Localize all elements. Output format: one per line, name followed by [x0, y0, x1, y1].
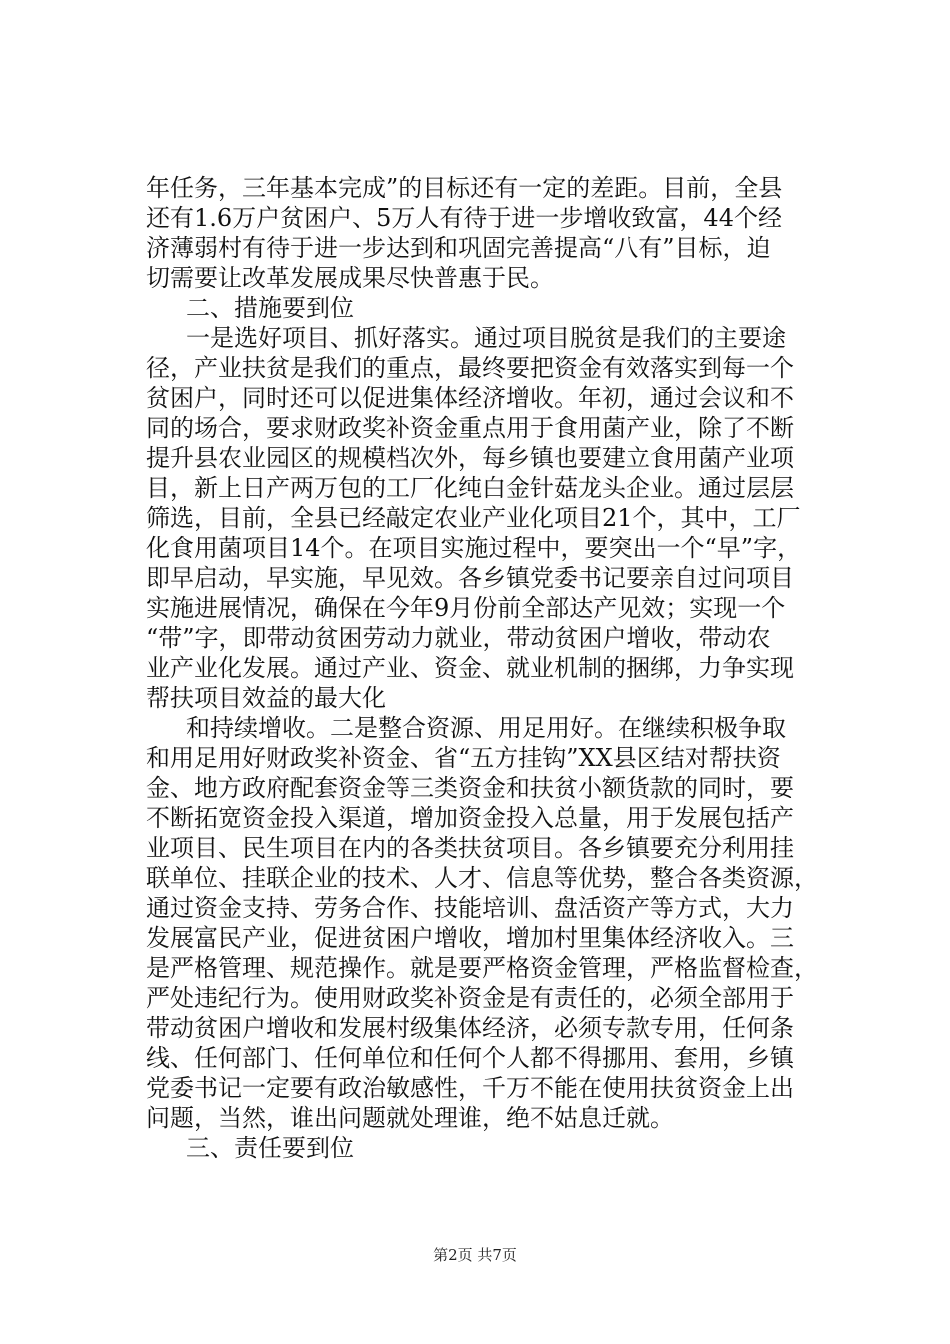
text-line: 即早启动，早实施，早见效。各乡镇党委书记要亲自过问项目 [146, 564, 794, 592]
text-line: 联单位、挂联企业的技术、人才、信息等优势，整合各类资源， [146, 864, 818, 892]
text-line: 问题，当然，谁出问题就处理谁，绝不姑息迁就。 [146, 1104, 674, 1132]
text-line: 济薄弱村有待于进一步达到和巩固完善提高“八有”目标，迫 [146, 234, 771, 262]
text-line: 还有1.6万户贫困户、5万人有待于进一步增收致富，44个经 [146, 204, 782, 232]
text-line: 三、责任要到位 [186, 1134, 354, 1162]
text-line: 年任务，三年基本完成”的目标还有一定的差距。目前，全县 [146, 174, 783, 202]
text-line: 一是选好项目、抓好落实。通过项目脱贫是我们的主要途 [186, 324, 786, 352]
text-line: “带”字，即带动贫困劳动力就业，带动贫困户增收，带动农 [146, 624, 771, 652]
text-line: 是严格管理、规范操作。就是要严格资金管理，严格监督检查， [146, 954, 818, 982]
text-line: 目，新上日产两万包的工厂化纯白金针菇龙头企业。通过层层 [146, 474, 794, 502]
text-line: 提升县农业园区的规模档次外，每乡镇也要建立食用菌产业项 [146, 444, 794, 472]
text-line: 发展富民产业，促进贫困户增收，增加村里集体经济收入。三 [146, 924, 794, 952]
text-line: 不断拓宽资金投入渠道，增加资金投入总量，用于发展包括产 [146, 804, 794, 832]
text-line: 切需要让改革发展成果尽快普惠于民。 [146, 264, 554, 292]
text-line: 通过资金支持、劳务合作、技能培训、盘活资产等方式，大力 [146, 894, 794, 922]
text-line: 和持续增收。二是整合资源、用足用好。在继续积极争取 [186, 714, 786, 742]
page-number-label: 第2页 共7页 [433, 1246, 517, 1264]
text-line: 严处违纪行为。使用财政奖补资金是有责任的，必须全部用于 [146, 984, 794, 1012]
text-line: 线、任何部门、任何单位和任何个人都不得挪用、套用，乡镇 [146, 1044, 794, 1072]
page-footer [0, 1245, 950, 1265]
text-line: 业项目、民生项目在内的各类扶贫项目。各乡镇要充分利用挂 [146, 834, 794, 862]
text-line: 同的场合，要求财政奖补资金重点用于食用菌产业，除了不断 [146, 414, 794, 442]
text-line: 化食用菌项目14个。在项目实施过程中，要突出一个“早”字， [146, 534, 802, 562]
text-line: 金、地方政府配套资金等三类资金和扶贫小额货款的同时，要 [146, 774, 794, 802]
text-line: 和用足用好财政奖补资金、省“五方挂钩”XX县区结对帮扶资 [146, 744, 781, 772]
text-line: 带动贫困户增收和发展村级集体经济，必须专款专用，任何条 [146, 1014, 794, 1042]
text-line: 径，产业扶贫是我们的重点，最终要把资金有效落实到每一个 [146, 354, 794, 382]
text-line: 党委书记一定要有政治敏感性，千万不能在使用扶贫资金上出 [146, 1074, 794, 1102]
text-line: 筛选，目前，全县已经敲定农业产业化项目21个，其中，工厂 [146, 504, 801, 532]
text-line: 实施进展情况，确保在今年9月份前全部达产见效；实现一个 [146, 594, 786, 622]
text-line: 业产业化发展。通过产业、资金、就业机制的捆绑，力争实现 [146, 654, 794, 682]
text-line: 二、措施要到位 [186, 294, 354, 322]
text-line: 帮扶项目效益的最大化 [146, 684, 386, 712]
text-line: 贫困户，同时还可以促进集体经济增收。年初，通过会议和不 [146, 384, 794, 412]
document-body [146, 173, 826, 1163]
